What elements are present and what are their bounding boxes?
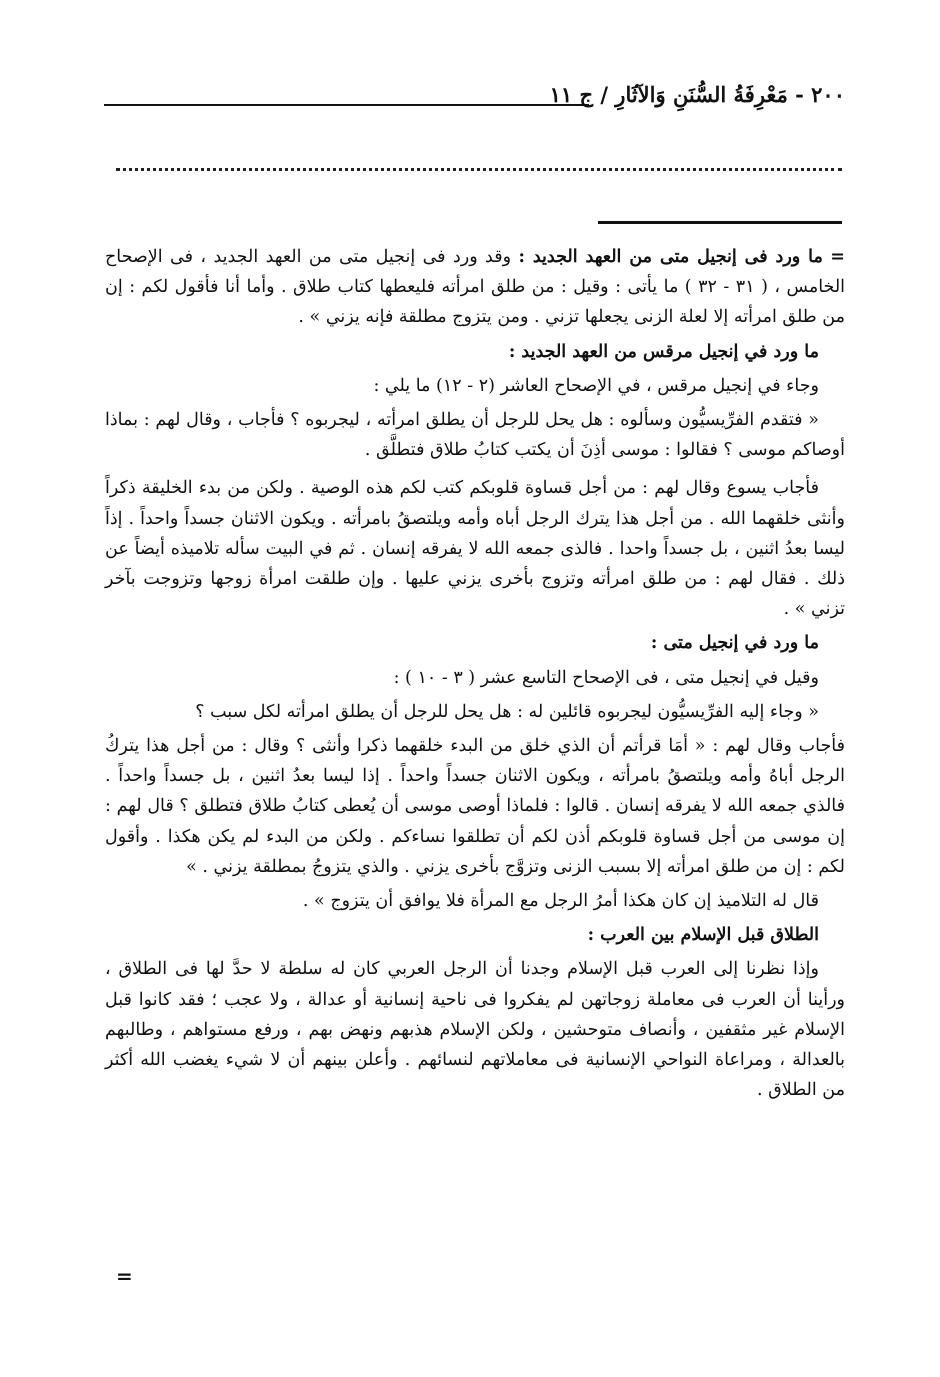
header-rule (104, 104, 589, 106)
running-header (100, 78, 845, 114)
continuation-marker: = (830, 247, 845, 267)
page-body (105, 242, 845, 1105)
paragraph-mark-intro: وجاء في إنجيل مرقس ، في الإصحاح العاشر (٢ - ١٢) ما يلي : (373, 375, 819, 396)
paragraph-mark-pharisees: « فتقدم الفرِّيسيُّون وسألوه : هل يحل للرجل أن يطلق امرأته ، ليجربوه ؟ فأجاب ، وقال لهم : بماذا أوصاكم موسى ؟ فقالوا : موسى أذِنَ أن يكتب كتابُ طلاق فتطلَّق . (105, 410, 845, 461)
paragraph-mark-jesus-answer: فأجاب يسوع وقال لهم : من أجل قساوة قلوبكم كتب لكم هذه الوصية . ولكن من بدء الخليقة ذكراً وأنثى خلقهما الله . من أجل هذا يترك الرجل أباه وأمه ويلتصقُ بامرأته . ويكون الاثنان جسداً واحداً . إذاً ليسا بعدُ اثنين ، بل جسداً واحدا . فالذى جمعه الله لا يفرقه إنسان . ثم في البيت سأله تلاميذه أيضاً عن ذلك . فقال لهم : من طلق امرأته وتزوج بأخرى يزني عليها . وإن طلقت امرأة زوجها وتزوجت بآخر تزني » . (105, 478, 845, 620)
dotted-separator (116, 168, 842, 171)
heading-matthew: ما ورد في إنجيل متى : (650, 633, 819, 654)
paragraph-matthew-19-intro: وقيل في إنجيل متى ، فى الإصحاح التاسع عشر ( ٣ - ١٠ ) : (393, 667, 819, 688)
running-header-title: ٢٠٠ - مَعْرِفَةُ السُّنَنِ وَالآثَارِ / ج ١١ (549, 82, 845, 107)
paragraph-matthew-5-text: وقد ورد فى إنجيل متى من العهد الجديد ، فى الإصحاح الخامس ، ( ٣١ - ٣٢ ) ما يأتى : وقيل : من طلق امرأته فليعطها كتاب طلاق . وأما أنا فأقول لكم : إن من طلق امرأته إلا لعلة الزنى يجعلها تزني . ومن يتزوج مطلقة فإنه يزني » . (105, 247, 846, 328)
paragraph-matthew-answer: فأجاب وقال لهم : « أمَا قرأتم أن الذي خلق من البدء خلقهما ذكرا وأنثى ؟ وقال : من أجل هذا يتركُ الرجل أباهُ وأمه ويلتصقُ بامرأته ، ويكون الاثنان جسداً واحداً . إذا ليسا بعدُ اثنين ، بل جسداً واحداً . فالذي جمعه الله لا يفرقه إنسان . قالوا : فلماذا أوصى موسى أن يُعطى كتابُ طلاق فتطلق ؟ قال لهم : إن موسى من أجل قساوة قلوبكم أذن لكم أن تطلقوا نساءكم . ولكن من البدء لم يكن هكذا . وأقول لكم : إن من طلق امرأته إلا بسبب الزنى وتزوَّج بأخرى يزني . والذي يتزوجُ بمطلقة يزني . » (105, 736, 845, 877)
paragraph-disciples: قال له التلاميذ إن كان هكذا أمرُ الرجل مع المرأة فلا يوافق أن يتزوج » . (302, 891, 819, 912)
paragraph-matthew-5 (105, 242, 845, 333)
heading-mark: ما ورد في إنجيل مرقس من العهد الجديد : (508, 341, 819, 362)
heading-divorce-before-islam: الطلاق قبل الإسلام بين العرب : (587, 925, 819, 946)
heading-matthew-new-testament: ما ورد فى إنجيل متى من العهد الجديد : (518, 247, 823, 267)
section-rule (598, 221, 842, 224)
paragraph-matthew-pharisees: « وجاء إليه الفرِّيسيُّون ليجربوه قائلين له : هل يحل للرجل أن يطلق امرأته لكل سبب ؟ (195, 701, 819, 722)
footer-continuation-mark: = (116, 1264, 133, 1288)
paragraph-arabs-before-islam: وإذا نظرنا إلى العرب قبل الإسلام وجدنا أن الرجل العربي كان له سلطة لا حدَّ لها فى الطلاق ، ورأينا أن العرب فى معاملة زوجاتهن لم يفكروا فى ناحية إنسانية أو عدالة ، ولا عجب ؛ فقد كانوا قبل الإسلام غير مثقفين ، وأنصاف متوحشين ، ولكن الإسلام هذبهم ونهض بهم ، ورفع مستواهم ، وطالبهم بالعدالة ، ومراعاة النواحي الإنسانية فى معاملاتهم لنسائهم . وأعلن بينهم أن لا شيء يغضب الله أكثر من الطلاق . (105, 959, 845, 1101)
